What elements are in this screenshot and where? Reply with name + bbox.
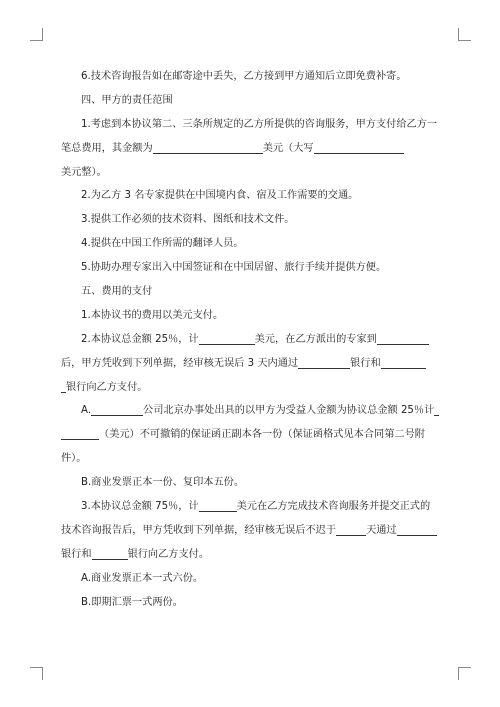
document-line	[61, 352, 439, 376]
document-line	[61, 376, 439, 400]
document-line	[61, 328, 439, 352]
document-line	[61, 280, 439, 304]
document-line	[61, 495, 439, 519]
line-text: 件）。	[61, 453, 87, 465]
line-text: 3.本协议总金额 75％，计	[81, 501, 199, 513]
line-text: 4.提供在中国工作所需的翻译人员。	[81, 238, 244, 250]
line-text: 天通过	[366, 524, 397, 536]
fill-in-blank	[434, 403, 439, 416]
document-line	[61, 471, 439, 495]
fill-in-blank	[381, 356, 426, 369]
line-text: 1.考虑到本协议第二、三条所规定的乙方所提供的咨询服务，甲方支付给乙方一	[81, 118, 438, 130]
document-line	[61, 543, 439, 567]
document-line	[61, 423, 439, 447]
line-text: B.即期汇票一式两份。	[81, 596, 183, 608]
fill-in-blank	[61, 427, 99, 440]
fill-in-blank	[377, 332, 429, 345]
document-line	[61, 89, 439, 113]
line-text: 美元（大写	[262, 142, 314, 154]
fill-in-blank	[397, 523, 437, 536]
crop-mark-bottom-right	[458, 667, 471, 680]
line-text: B.商业发票正本一份、复印本五份。	[81, 477, 245, 489]
line-text: 6.技术咨询报告如在邮寄途中丢失，乙方接到甲方通知后立即免费补寄。	[81, 71, 407, 82]
line-text: 技术咨询报告后，甲方凭收到下列单据，经审核无误后不迟于	[61, 524, 337, 536]
line-text: 五、费用的支付	[81, 286, 153, 298]
document-line	[61, 113, 439, 137]
line-text: 美元在乙方完成技术咨询服务并提交正式的	[236, 501, 431, 513]
line-text: 2.为乙方 3 名专家提供在中国境内食、宿及工作需要的交通。	[81, 190, 359, 202]
line-text: 公司北京办事处出具的以甲方为受益人金额为协议总金额 25％计	[143, 405, 435, 417]
line-text: 5.协助办理专家出入中国签证和在中国居留、旅行手续并提供方便。	[81, 262, 387, 274]
line-text: 银行向乙方支付。	[127, 548, 210, 560]
document-line	[61, 304, 439, 328]
document-line	[61, 447, 439, 471]
document-line	[61, 232, 439, 256]
line-text: 银行和	[61, 548, 92, 560]
document-line	[61, 137, 439, 161]
document-line	[61, 567, 439, 591]
line-text: 四、甲方的责任范围	[81, 94, 173, 106]
document-line	[61, 399, 439, 423]
line-text: 银行向乙方支付。	[66, 381, 148, 393]
fill-in-blank	[298, 356, 350, 369]
document-line	[61, 519, 439, 543]
crop-mark-top-left	[30, 28, 43, 41]
line-text: 银行和	[350, 357, 381, 369]
line-text: 美元，在乙方派出的专家到	[254, 333, 377, 345]
line-text: A.商业发票正本一式六份。	[81, 572, 204, 584]
document-line	[61, 591, 439, 615]
fill-in-blank	[199, 332, 255, 345]
line-text: 笔总费用，其金额为	[61, 142, 153, 154]
document-line	[61, 161, 439, 185]
fill-in-blank	[91, 403, 143, 416]
document-body	[61, 65, 439, 614]
line-text: 1.本协议书的费用以美元支付。	[81, 309, 224, 321]
document-line	[61, 184, 439, 208]
line-text: 美元整）。	[61, 166, 107, 178]
crop-mark-bottom-left	[30, 667, 43, 680]
document-line	[61, 256, 439, 280]
line-text: 3.提供工作必须的技术资料、图纸和技术文件。	[81, 214, 295, 226]
fill-in-blank	[92, 547, 128, 560]
fill-in-blank	[153, 141, 263, 154]
document-line	[61, 65, 439, 89]
document-line	[61, 208, 439, 232]
crop-mark-top-right	[458, 28, 471, 41]
fill-in-blank	[336, 523, 366, 536]
line-text: 2.本协议总金额 25％，计	[81, 333, 199, 345]
line-text: （美元）不可撤销的保证函正副本各一份（保证函格式见本合同第二号附	[99, 429, 425, 441]
fill-in-blank	[199, 499, 237, 512]
fill-in-blank	[314, 141, 404, 154]
line-text: A.	[81, 405, 92, 417]
line-text: 后，甲方凭收到下列单据，经审核无误后 3 天内通过	[61, 357, 299, 369]
